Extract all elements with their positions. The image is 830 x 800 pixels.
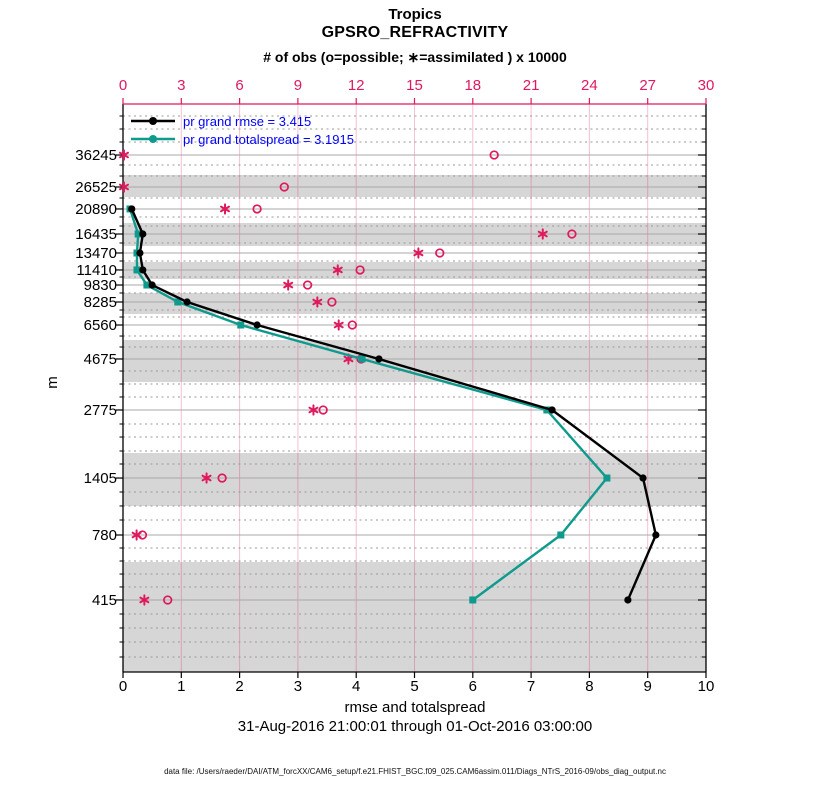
bottom-tick-label: 9 [643, 678, 652, 695]
level-label: 26525 [75, 178, 117, 196]
bottom-tick-label: 8 [585, 678, 594, 695]
top-tick-label: 0 [118, 77, 128, 94]
level-label: 6560 [83, 317, 117, 334]
rmse-point [548, 406, 555, 413]
top-tick-label: 27 [639, 77, 657, 94]
rmse-point [128, 205, 135, 212]
totalspread-point [237, 322, 244, 329]
bottom-tick-label: 6 [468, 678, 477, 695]
bottom-tick-label: 3 [293, 678, 303, 695]
level-label: 415 [91, 591, 117, 609]
level-label: 9830 [83, 277, 117, 295]
top-tick-label: 30 [697, 77, 715, 94]
bottom-tick-label: 2 [235, 678, 244, 695]
top-tick-label: 15 [406, 77, 423, 94]
rmse-point [375, 355, 382, 362]
level-label: 11410 [76, 261, 117, 279]
level-label: 1405 [83, 470, 117, 488]
rmse-point [139, 230, 146, 237]
legend-totalspread-label: pr grand totalspread = 3.1915 [183, 131, 354, 147]
rmse-point [639, 474, 646, 481]
bottom-tick-label: 10 [697, 678, 715, 695]
level-label: 2775 [83, 401, 117, 419]
plot-title-region: Tropics [388, 6, 442, 23]
bottom-tick-label: 7 [526, 678, 536, 695]
top-tick-label: 9 [293, 77, 303, 94]
rmse-point [624, 596, 631, 603]
totalspread-point [557, 531, 564, 538]
top-tick-label: 18 [464, 77, 482, 94]
legend-rmse-label: pr grand rmse = 3.415 [183, 113, 312, 129]
level-label: 780 [91, 526, 117, 544]
totalspread-point [359, 355, 366, 362]
rmse-point [184, 298, 191, 305]
rmse-point [136, 249, 143, 256]
bottom-tick-label: 0 [118, 678, 128, 695]
top-axis-label: # of obs (o=possible; ∗=assimilated ) x 10000 [263, 49, 567, 65]
rmse-point [149, 281, 156, 288]
y-axis-label: m [43, 376, 61, 389]
top-tick-label: 3 [177, 77, 186, 94]
bottom-tick-label: 5 [410, 678, 419, 695]
level-label: 13470 [75, 244, 117, 262]
totalspread-point [603, 475, 610, 482]
rmse-point [652, 531, 659, 538]
bottom-axis-label: rmse and totalspread [344, 699, 486, 716]
bottom-tick-label: 4 [352, 678, 361, 695]
date-range-caption: 31-Aug-2016 21:00:01 through 01-Oct-2016 03:00:00 [237, 718, 593, 735]
rmse-point [139, 266, 146, 273]
rmse-point [253, 321, 260, 328]
top-tick-label: 24 [581, 77, 598, 94]
level-label: 8285 [83, 294, 117, 311]
legend-totalspread-line-icon [130, 133, 176, 145]
level-label: 16435 [75, 226, 117, 243]
bottom-tick-label: 1 [177, 678, 186, 695]
totalspread-point [469, 596, 476, 603]
legend [130, 112, 354, 148]
plot-title-variable: GPSRO_REFRACTIVITY [321, 24, 509, 41]
level-label: 36245 [75, 147, 117, 164]
level-label: 20890 [75, 200, 117, 218]
legend-row-totalspread [130, 130, 354, 148]
data-file-footer: data file: /Users/raeder/DAI/ATM_forcXX/CAM6_setup/f.e21.FHIST_BGC.f09_025.CAM6assim.011/Diags_NTrS_2016-09/obs_diag_output.nc [164, 767, 666, 776]
level-label: 4675 [83, 350, 117, 368]
legend-rmse-line-icon [130, 115, 176, 127]
top-tick-label: 21 [522, 77, 540, 94]
top-tick-label: 12 [347, 77, 365, 94]
legend-row-rmse [130, 112, 354, 130]
top-tick-label: 6 [235, 77, 244, 94]
